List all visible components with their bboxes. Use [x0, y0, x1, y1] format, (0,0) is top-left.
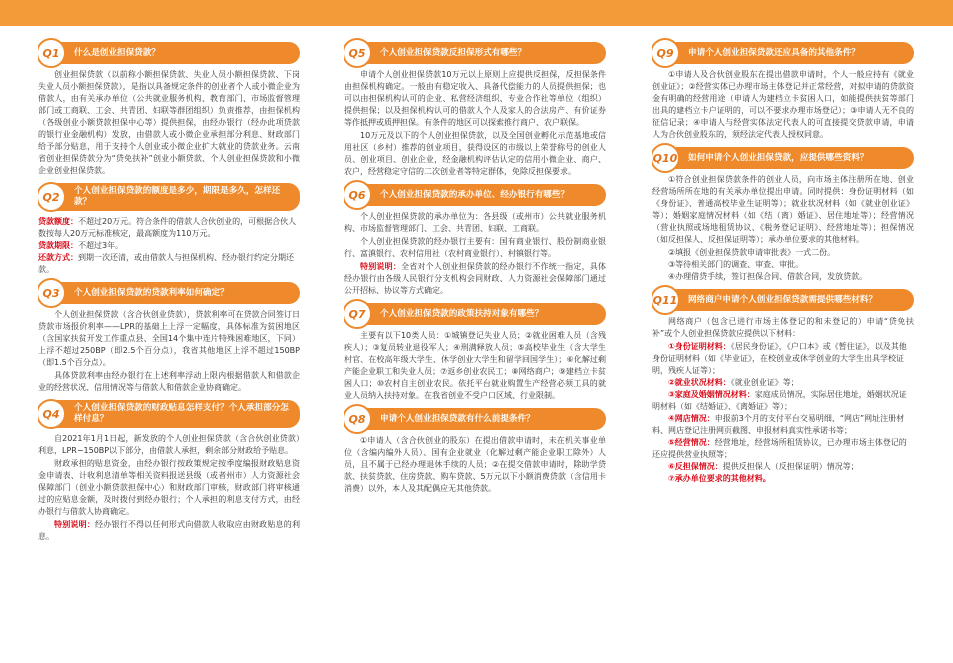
q6-note: [344, 261, 606, 297]
q4-title: 个人创业担保贷款的财政贴息怎样支付？个人承担部分怎样付息？: [74, 403, 289, 424]
q11-badge: Q11: [652, 285, 680, 315]
q11-title: 网络商户申请个人创业担保贷款需提供哪些材料？: [688, 294, 878, 305]
q11-item-7: [652, 473, 914, 485]
q8-title: 申请个人创业担保贷款有什么前提条件？: [380, 413, 535, 424]
q2-title: 个人创业担保贷款的额度是多少，期限是多久，怎样还款？: [74, 186, 281, 207]
q6-badge: Q6: [344, 180, 372, 210]
q8-header: [344, 408, 606, 430]
q7-badge: Q7: [344, 299, 372, 329]
q11-intro: 网络商户（包含已进行市场主体登记的和未登记的）申请“贷免扶补”或个人创业担保贷款应提供以下材料：: [652, 317, 914, 338]
q4-note-key: 特别说明：: [54, 520, 96, 529]
q4-note-val: 经办银行不得以任何形式向借款人收取应由财政贴息的利息。: [38, 520, 300, 541]
q11-item-6-key: ⑥反担保情况：: [668, 462, 723, 471]
q3-badge: Q3: [38, 278, 66, 308]
q2-repay: [38, 252, 300, 276]
q2-repay-key: 还款方式：: [38, 253, 78, 262]
q11-item-2-val: 《就业创业证》等；: [730, 378, 799, 387]
q11-item-6: [652, 461, 914, 473]
q10-title: 如何申请个人创业担保贷款，应提供哪些资料？: [688, 152, 869, 163]
q11-item-4-val: 申报前3个月的支付平台交易明细、“网店”网址注册材料、网店登记注册网页截图、申报材料真实性承诺书等；: [652, 414, 905, 435]
q4-header: [38, 400, 300, 428]
q10-badge: Q10: [652, 143, 680, 173]
q2-amount: [38, 216, 300, 240]
q3-header: [38, 282, 300, 304]
q10-header: [652, 147, 914, 169]
q4-para-1: 自2021年1月1日起，新发放的个人创业担保贷款（含合伙创业贷款）利息，LPR−150BP以下部分，由借款人承担，剩余部分财政给予贴息。: [38, 434, 300, 455]
q5-para-1: 申请个人创业担保贷款10万元以上原则上应提供反担保，反担保条件由担保机构确定。一般由有稳定收入、具备代偿能力的人员提供担保；也可以由担保机构认可的企业、私营经济组织、专业合作社等单位（组织）提供担保；以及担保机构认可的借款人个人及家人的合法房产、有价证券等作抵押或质押担保。有条件的地区可以探索推行商户、农户联保。: [344, 70, 606, 127]
q10-step-2: ②填报《创业担保贷款申请审批表》一式二份。: [668, 248, 836, 257]
q2-header: [38, 183, 300, 211]
q7-title: 个人创业担保贷款的政策扶持对象有哪些？: [380, 308, 544, 319]
q5-header: [344, 42, 606, 64]
q1-body: 创业担保贷款（以前称小额担保贷款、失业人员小额担保贷款、下岗失业人员小额担保贷款），是指以具备规定条件的创业者个人或小微企业为借款人，由有关承办单位（公共就业服务机构、教育部门、市场监督管理部门或工商联、工会、共青团、妇联等群团组织）负责推荐，由担保机构（各级创业小额贷款担保中心等）提供担保，由经办银行（经办此项贷款的银行业金融机构）发放，由借款人或小微企业承担部分利息、财政部门给予部分贴息，用于支持个人创业或小微企业扩大就业的贷款业务。云南省创业担保贷款分为“贷免扶补”创业小额贷款、个人创业担保贷款和小微企业创业担保贷款。: [38, 70, 300, 175]
top-orange-bar: [0, 0, 953, 26]
q11-item-3-key: ③家庭及婚姻情况材料：: [668, 390, 755, 399]
q2-term: [38, 240, 300, 252]
q6-header: [344, 184, 606, 206]
q6-note-key: 特别说明：: [360, 262, 402, 271]
q3-title: 个人创业担保贷款的贷款利率如何确定？: [74, 287, 229, 298]
q9-badge: Q9: [652, 38, 680, 68]
column-right: [652, 36, 914, 485]
q11-item-7-key: ⑦承办单位要求的其他材料。: [668, 474, 771, 483]
column-left: [38, 36, 300, 544]
q6-title: 个人创业担保贷款的承办单位、经办银行有哪些？: [380, 189, 570, 200]
q11-item-1-key: ①身份证明材料：: [668, 342, 731, 351]
q6-para-1: 个人创业担保贷款的承办单位为：各县级（或州市）公共就业服务机构、市场监督管理部门、工会、共青团、妇联、工商联。: [344, 212, 606, 233]
q8-badge: Q8: [344, 404, 372, 434]
q4-note: [38, 519, 300, 543]
q10-step-3: ③等待相关部门的调查、审查、审批。: [668, 260, 804, 269]
q1-title: 什么是创业担保贷款？: [74, 47, 160, 58]
q11-item-5: [652, 437, 914, 461]
q6-para-2: 个人创业担保贷款的经办银行主要有：国有商业银行、股份制商业银行、富滇银行、农村信用社（农村商业银行）、村镇银行等。: [344, 237, 606, 258]
q2-amount-key: 贷款额度：: [38, 217, 78, 226]
q5-badge: Q5: [344, 38, 372, 68]
q2-badge: Q2: [38, 182, 66, 212]
q2-term-val: 不超过3年。: [78, 241, 124, 250]
q5-title: 个人创业担保贷款反担保形式有哪些？: [380, 47, 527, 58]
q11-item-5-val: 经营地址，经营场所租赁协议，已办理市场主体登记的还应提供营业执照等；: [652, 438, 907, 459]
q8-body: ①申请人（含合伙创业的股东）在提出借款申请时，未在机关事业单位（含编内编外人员）、国有企业就业（化解过剩产能企业职工除外）人员，且不属于已经办理退休手续的人员；②在提交借款申请时，除助学贷款、扶贫贷款、住房贷款、购车贷款、5万元以下小额消费贷款（含信用卡消费）以外，本人及其配偶应无其他贷款。: [344, 436, 606, 493]
q11-item-2: [652, 377, 914, 389]
q9-body: ①申请人及合伙创业股东在提出借款申请时，个人一般应持有《就业创业证》；②经营实体已办理市场主体登记并正常经营，对拟申请的贷款资金有明确的经营用途（申请人为建档立卡贫困人口，如能提供扶贫等部门出具的建档立卡户证明的，可以不要求办理市场登记）；③申请人无不良的征信记录；④申请人与经营实体法定代表人的可直接提交贷款申请，申请人为合伙创业股东的，须经法定代表人授权同意。: [652, 70, 914, 139]
q11-item-1-val: 《居民身份证》，《户口本》或《暂住证》，以及其他身份证明材料（如《毕业证》，在校创业或休学创业的大学生出具学校证明，残疾人证等）；: [652, 342, 907, 375]
q6-note-val: 全省对个人创业担保贷款的经办银行不作统一指定，具体经办银行由各级人民银行分支机构会同财政、人力资源社会保障部门通过公开招标、协议等方式确定。: [344, 262, 606, 295]
q1-header: [38, 42, 300, 64]
q11-item-1: [652, 341, 914, 377]
q2-amount-val: 不超过20万元。符合条件的借款人合伙创业的，可根据合伙人数按每人20万元标准核定，最高额度为110万元。: [38, 217, 297, 238]
q11-item-6-val: 提供反担保人（反担保证明）情况等；: [722, 462, 859, 471]
q10-step-4: ④办理借贷手续，签订担保合同、借款合同，发放贷款。: [668, 272, 868, 281]
q2-repay-val: 到期一次还清，或由借款人与担保机构、经办银行约定分期还款。: [38, 253, 294, 274]
q11-header: [652, 289, 914, 311]
q11-item-4: [652, 413, 914, 437]
q4-badge: Q4: [38, 399, 66, 429]
q11-item-3: [652, 389, 914, 413]
q9-title: 申请个人创业担保贷款还应具备的其他条件？: [688, 47, 860, 58]
q10-step-1: ①符合创业担保贷款条件的创业人员，向市场主体注册所在地、创业经营场所所在地的有关承办单位提出申请。同时提供：身份证明材料（如《身份证》、普通高校毕业生证明等）；就业状况材料（如《就业创业证》等）；婚姻家庭情况材料（如《结（离）婚证》、居住地址等）；经营情况（营业执照或场地租赁协议、《税务登记证明》、经营地址等）；担保情况（如反担保人、反担保证明等）；承办单位要求的其他材料。: [652, 175, 914, 244]
q11-item-2-key: ②就业状况材料：: [668, 378, 731, 387]
q3-para-2: 具体贷款利率由经办银行在上述利率浮动上限内根据借款人和借款企业的经营状况、信用情况等与借款人和借款企业协商确定。: [38, 371, 300, 392]
q4-para-2: 财政承担的贴息资金，由经办银行按政策规定按季度编报财政贴息资金申请表、计收利息清单等相关资料报送县级（或者州市）人力资源社会保障部门（创业小额贷款担保中心）和财政部门审核，财政部门将审核通过的应贴息金额，及时拨付到经办银行；个人承担的利息支付方式，由经办银行与借款人协商确定。: [38, 459, 300, 516]
q11-item-4-key: ④网店情况：: [668, 414, 715, 423]
q9-header: [652, 42, 914, 64]
q7-header: [344, 303, 606, 325]
column-middle: [344, 36, 606, 496]
q5-para-2: 10万元及以下的个人创业担保贷款，以及全国创业孵化示范基地或信用社区（乡村）推荐的创业项目，获得设区的市级以上荣誉称号的创业人员、创业项目、创业企业，经金融机构评估认定的信用小微企业、商户、农户，经营稳定守信的二次创业者等特定群体，免除反担保要求。: [344, 131, 606, 176]
q1-badge: Q1: [38, 38, 66, 68]
q7-body: 主要有以下10类人员：①城镇登记失业人员；②就业困难人员（含残疾人）；③复员转业退役军人；④刑满释放人员；⑤高校毕业生（含大学生村官、在校高年级大学生、休学创业大学生和留学回国学生）；⑥化解过剩产能企业职工和失业人员；⑦返乡创业农民工；⑧网络商户；⑨建档立卡贫困人口；⑩农村自主创业农民。依托平台就业购置生产经营必须工具的就业人员纳入扶持对象。在我省创业不受户口区域、行业限制。: [344, 331, 606, 400]
q11-item-3-val: 家庭成员情况，实际居住地址，婚姻状况证明材料（如《结婚证》、《离婚证》等）；: [652, 390, 907, 411]
q2-term-key: 贷款期限：: [38, 241, 78, 250]
q3-para-1: 个人创业担保贷款（含合伙创业贷款），贷款利率可在贷款合同签订日贷款市场报价利率——LPR的基础上上浮一定幅度，具体标准为贫困地区（含国家扶贫开发工作重点县、全国14个集中连片特殊困难地区，下同）上浮不超过250BP（即2.5个百分点），我省其他地区上浮不超过150BP（即1.5个百分点）。: [38, 310, 300, 367]
q11-item-5-key: ⑤经营情况：: [668, 438, 715, 447]
